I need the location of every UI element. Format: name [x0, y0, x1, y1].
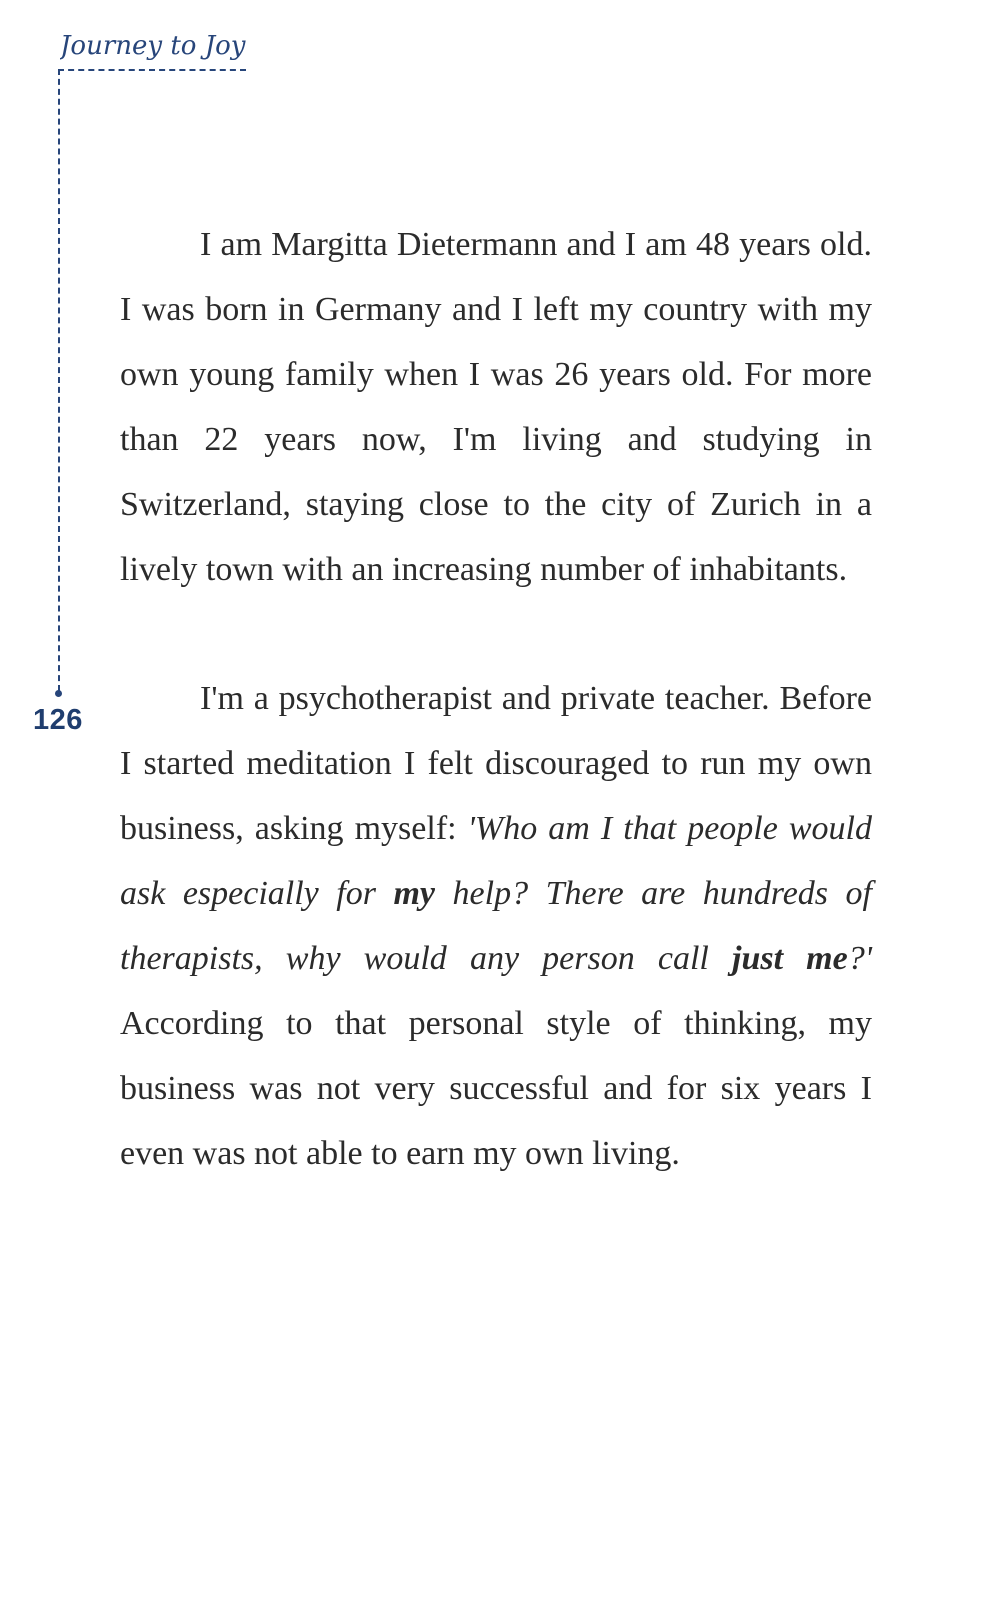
- paragraph-2: [120, 666, 872, 1186]
- margin-dotted-rule: [58, 69, 60, 691]
- paragraph-1: I am Margitta Dietermann and I am 48 years old. I was born in Germany and I left my country with my own young family when I was 26 years old. For more than 22 years now, I'm living and studying in Switzerland, staying close to the city of Zurich in a lively town with an increasing number of inhabitants.: [120, 226, 872, 588]
- paragraph-2-emphasis-my: my: [393, 875, 436, 912]
- paragraph-2-quote-3: ?': [847, 940, 872, 977]
- paragraph-2-part-1: I'm a psychotherapist and private teacher. Before I started meditation I felt discouraged to run my own business, asking myself:: [120, 680, 872, 847]
- body-text: [120, 212, 872, 1186]
- paragraph-2-quote-2: help? There are hundreds of therapists, why would any person call: [120, 875, 872, 977]
- paragraph-2-quote-1: 'Who am I that people would ask especially for: [120, 810, 872, 912]
- margin-rule-end-dot: [55, 690, 62, 697]
- paragraph-2-part-2: According to that personal style of thinking, my business was not very successful and for six years I even was not able to earn my own living.: [120, 1005, 872, 1172]
- page-number: 126: [33, 704, 83, 736]
- paragraph-2-emphasis-just-me: just me: [732, 940, 848, 977]
- svg-text:Journey to Joy: Journey to Joy: [60, 31, 246, 61]
- header-dotted-rule: [58, 69, 246, 71]
